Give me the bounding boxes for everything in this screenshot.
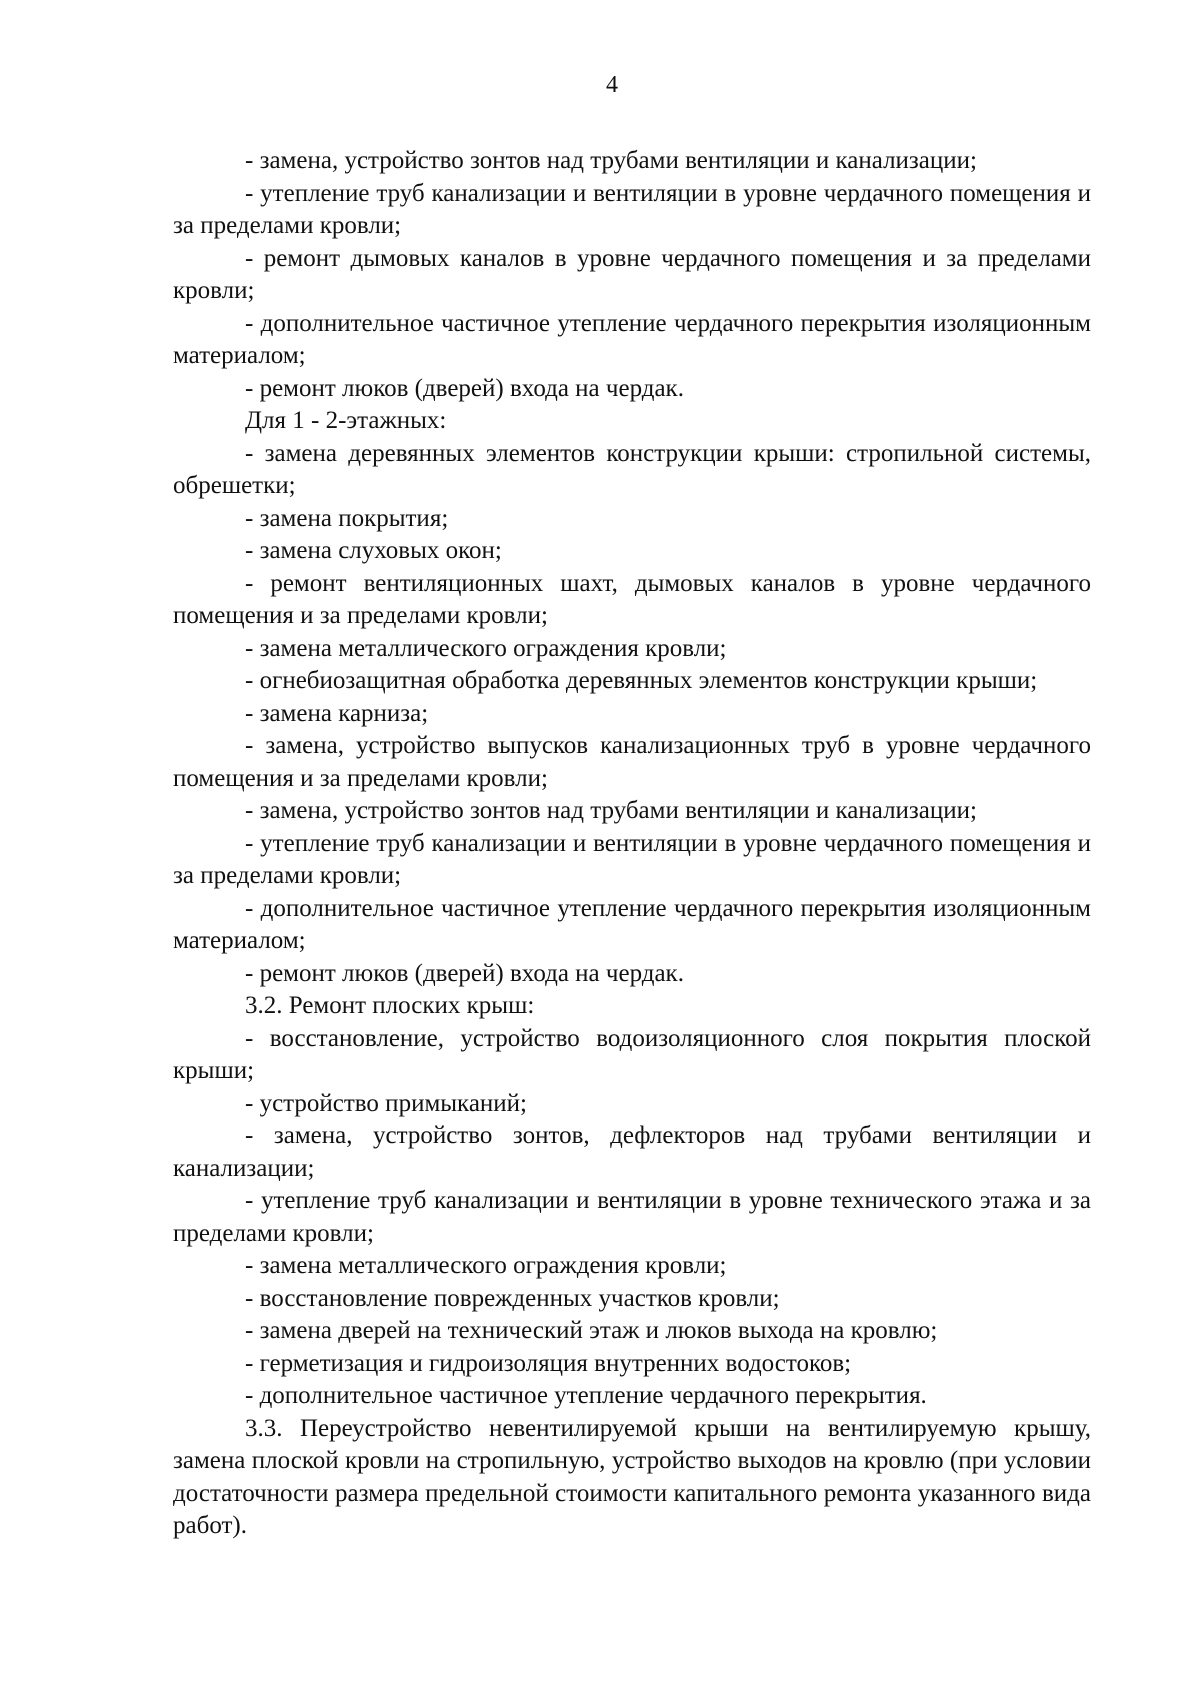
- paragraph: - утепление труб канализации и вентиляции в уровне чердачного помещения и за пределами кровли;: [173, 829, 1091, 889]
- section-subheading: Для 1 - 2-этажных:: [245, 407, 447, 434]
- paragraph: - замена деревянных элементов конструкции крыши: стропильной системы, обрешетки;: [173, 439, 1091, 499]
- paragraph: - замена дверей на технический этаж и люков выхода на кровлю;: [245, 1317, 938, 1344]
- paragraph: - замена карниза;: [245, 699, 429, 727]
- paragraph: - восстановление поврежденных участков кровли;: [245, 1284, 780, 1312]
- paragraph: - утепление труб канализации и вентиляции в уровне технического этажа и за пределами кровли;: [173, 1187, 1091, 1247]
- paragraph: - восстановление, устройство водоизоляционного слоя покрытия плоской крыши;: [173, 1024, 1091, 1084]
- paragraph: - устройство примыканий;: [245, 1089, 528, 1117]
- paragraph: - дополнительное частичное утепление чердачного перекрытия изоляционным материалом;: [173, 309, 1091, 369]
- page-number: 4: [606, 72, 618, 98]
- paragraph: - замена слуховых окон;: [245, 537, 502, 564]
- paragraph: - дополнительное частичное утепление чердачного перекрытия изоляционным материалом;: [173, 894, 1091, 954]
- paragraph: - замена покрытия;: [245, 504, 449, 532]
- paragraph: - замена металлического ограждения кровли;: [245, 1252, 727, 1279]
- paragraph: - утепление труб канализации и вентиляции в уровне чердачного помещения и за пределами кровли;: [173, 179, 1091, 239]
- paragraph: - ремонт люков (дверей) входа на чердак.: [245, 374, 684, 402]
- paragraph: - ремонт дымовых каналов в уровне чердачного помещения и за пределами кровли;: [173, 244, 1091, 304]
- paragraph: - замена, устройство зонтов, дефлекторов над трубами вентиляции и канализации;: [173, 1122, 1091, 1182]
- paragraph: - дополнительное частичное утепление чердачного перекрытия.: [245, 1382, 927, 1409]
- paragraph: - герметизация и гидроизоляция внутренних водостоков;: [245, 1349, 852, 1377]
- section-paragraph: 3.3. Переустройство невентилируемой крыши на вентилируемую крышу, замена плоской кровли на стропильную, устройство выходов на кровлю (при условии достаточности размера предельной стоимости капитального ремонта указанного вида работ).: [173, 1414, 1091, 1539]
- paragraph: - ремонт вентиляционных шахт, дымовых каналов в уровне чердачного помещения и за пределами кровли;: [173, 569, 1091, 629]
- paragraph: - замена металлического ограждения кровли;: [245, 634, 727, 662]
- section-heading: 3.2. Ремонт плоских крыш:: [245, 992, 535, 1019]
- paragraph: - огнебиозащитная обработка деревянных элементов конструкции крыши;: [245, 667, 1038, 694]
- paragraph: - ремонт люков (дверей) входа на чердак.: [245, 959, 684, 987]
- paragraph: - замена, устройство зонтов над трубами вентиляции и канализации;: [245, 797, 977, 824]
- paragraph: - замена, устройство выпусков канализационных труб в уровне чердачного помещения и за пределами кровли;: [173, 732, 1091, 792]
- paragraph: - замена, устройство зонтов над трубами вентиляции и канализации;: [245, 147, 977, 174]
- document-body: [173, 145, 1091, 1543]
